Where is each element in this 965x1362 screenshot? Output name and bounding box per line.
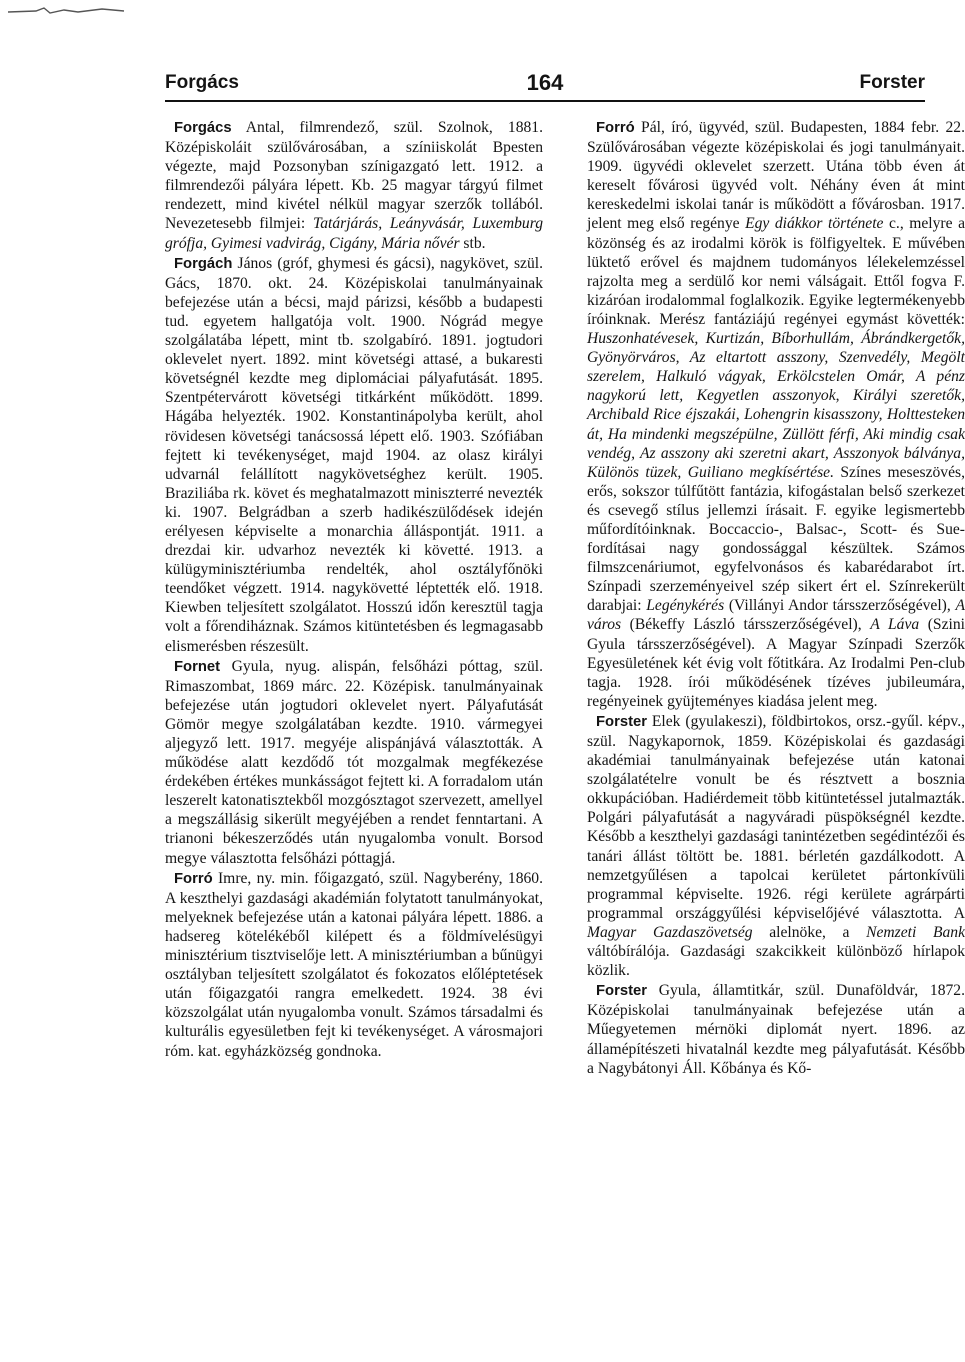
scan-artifact-mark [6,6,126,16]
entry-italic-title: A Láva [870,616,920,634]
entry-text: Pál, író, ügyvéd, szül. Budapesten, 1884 febr. 22. Szülővárosában végezte középiskolai és jogi tanulmányait. 1909. ügyvédi oklevelet szerzett. Utána több éven át kereselt fővárosi ügyvéd volt. Néhány éven át mint kereskedelmi iskolai tanár is működött a fővárosban. 1917. jelent meg első regénye [587,119,965,233]
entry-text: (Szini Gyula társszerzőségével). A Magyar Színpadi Szerzők Egyesületének két évig volt főtitkára. Az Irodalmi Pen-club tagja. 1928. írói működésének tízéves jubileumára, regényeinek gyüjteményes kiadása jelent meg. [587,616,965,710]
header-left-guideword: Forgács [165,72,239,93]
entry-italic-title: Magyar Gazdaszövetség [587,923,753,941]
entry-text: Gyula, államtitkár, szül. Dunaföldvár, 1872. Középiskolai tanulmányainak befejezése után a Műegyetemen mérnöki diplomát nyert. 1896. az államépítészeti hivatalnál kezdte meg pályafutását. Később a Nagybátonyi Áll. Kőbánya és Kő- [587,982,965,1077]
entry-headword: Forró [596,120,635,136]
dictionary-entry [165,657,543,868]
dictionary-entry [587,118,965,711]
right-column [587,118,965,1079]
dictionary-entry [165,869,543,1061]
entry-text: c., melyre a közönség és az irodalmi körök is fölfigyeltek. E művében lüktető erővel és majdnem tudományos lélekelemzéssel rajzolta meg a serdülő kor nemi válságait. Ettől fogva F. kizáróan irodalommal foglalkozik. Egyike legtermékenyebb íróinknak. Merész fantáziájú regényei egymást követték: [587,215,965,328]
entry-italic-title: Legénykérés [646,597,725,615]
entry-headword: Forster [596,983,647,1000]
entry-italic-title: A város [587,597,965,634]
entry-headword: Forró [174,870,213,887]
dictionary-entry [165,118,543,253]
dictionary-entry [587,981,965,1077]
entry-headword: Forgács [174,120,232,136]
left-column [165,118,543,1062]
entry-text: stb. [459,234,486,252]
entry-italic-title: Huszonhatévesek, Kurtizán, Bíborhullám, Ábrándkergetők, Gyönyörváros, Az eltartott asszony, Szenvedély, Megölt szerelem, Halkuló vágyak, Erkölcstelen Omár, A pénz nagykorú lett, Kegyetlen asszonyok, Királyi szeretők, Archibald Rice éjszakái, Lohengrin kisasszony, Holttesteken át, Ha mindenki megszépülne, Züllött férfi, Aki mindig csak vendég, Az asszony aki szeretni akart, Asszonyok bálványa, Különös tüzek, Guiliano megkísértése. [587,330,965,481]
entry-text: Antal, filmrendező, szül. Szolnok, 1881. Középiskoláit szülővárosában, a színiiskolát Bpesten végezte, majd Pozsonyban színigazgató lett. 1912. a filmrendezői pályára lépett. Kb. 25 magyar tárgyú filmet rendezett, mind kivétel nélkül magyar szerzők tollából. Nevezetesebb filmjei: [165,119,543,233]
dictionary-entry [165,254,543,656]
entry-italic-title: Egy diákkor története [745,215,884,233]
entry-headword: Fornet [174,658,221,675]
entry-text: Színes meseszövés, erős, sokszor túlfűtött fantázia, kifogástalan belső szerkezet és csevegő stílus jellemzi írásait. F. egyike legismertebb műfordítóinknak. Boccaccio-, Balsac-, Scott- és Sue-fordításai nagy gondossággal készültek. Számos filmszcenáriumot, egyfelvonásos és kabarédarabot írt. Színpadi szerzeményeivel szép sikert ért el. Színrekerült darabjai: [587,463,965,615]
entry-italic-title: Nemzeti Bank [866,923,965,941]
entry-text: Elek (gyulakeszi), földbirtokos, orsz.-gyűl. képv., szül. Nagykapornok, 1859. Középiskolai és gazdasági akadémiai tanulmányainak befejezése után katonai szolgálatételre vonult be és résztvett a bosznia okkupációban. Hadiérdemeit több kitüntetéssel jutalmazták. Polgári pályafutását a nagyváradi püspökségnél kezdte. Később a keszthelyi gazdasági tanintézetben segédintézői és tanári állást töltött be. 1881. bérletén gazdálkodott. A nemzetgyűlésen a tapolcai kerületet pártonkívüli programmal képviselte. 1926. régi kerülete agrárpárti programmal országgyűlési képviselőjévé választotta. A [587,712,965,922]
entry-text: Gyula, nyug. alispán, felsőházi póttag, szül. Rimaszombat, 1869 márc. 22. Középisk. tanulmányainak befejezése után jogtudori oklevelet nyert. Pályafutását Gömör megye szolgálatában kezdte. 1910. vármegyei aljegyző lett. 1917. megyéje alispánjává választották. A működése alatt kezdődő tót mozgalmak megfékezése érdekében értékes munkásságot fejtett ki. A forradalom után leszerelt katonatisztekből mozgósztagot szervezett, amellyel a megszállásig sikerült megyéjében a rendet fenntartani. A trianoni békeszerződés után nyugalomba vonult. Borsod megye választotta felsőházi póttagjá. [165,657,543,867]
header-right-guideword: Forster [859,72,925,93]
running-header [165,66,925,102]
entry-text: János (gróf, ghymesi és gácsi), nagykövet, szül. Gács, 1870. okt. 24. Középiskolai tanulmányainak befejezése után a bécsi, majd párizsi, később a budapesti tud. egyetem hallgatója volt. 1900. Nógrád megye szolgálatába lépett, mint tb. szolgabíró. 1891. jogtudori oklevelet nyert. 1892. mint követségi attasé, a bukaresti követségnél kezdte meg diplomáciai pályafutását. 1895. Szentpétervárott követségi titkárként működött. 1899. Hágába helyezték. 1902. Konstantinápolyba került, ahol rövidesen követségi tanácsossá lépett elő. 1903. Szófiában fejtett ki tevékenységet, majd 1904. az olasz királyi udvarnál felállított nagykövetséghez került. 1905. Braziliába rk. követ és meghatalmazott miniszterré nevezték ki. 1907. Belgrádban a szerb hadikészülődések idején erélyesen képviselte a monarchia álláspontját. 1911. a drezdai kir. udvarhoz nevezték ki követté. 1913. a külügyminisztériumba rendelték, ahol osztályfőnöki teendőket végzett. 1914. nagykövetté léptették elő. 1918. Kiewben teljesített szolgálatot. Hosszú időn keresztül tagja volt a főrendiháznak. Számos kitüntetésben és legmagasabb elismerésben részesült. [165,254,543,655]
entry-headword: Forgách [174,255,233,272]
entry-headword: Forster [596,713,647,730]
entry-text: alelnöke, a [752,923,867,941]
entry-italic-title: Tatárjárás, Leányvásár, Luxemburg grófja, Gyimesi vadvirág, Cigány, Mária nővér [165,215,543,252]
entry-text: (Békeffy László társszerzőségével), [621,616,871,634]
entry-text: Imre, ny. min. főigazgató, szül. Nagyberény, 1860. A keszthelyi gazdasági akadémián folytatott tanulmányokat, melyeknek befejezése után a katonai pályára lépett. 1886. a hadsereg kötelékéből kilépett és a földmívelésügyi minisztérium tisztviselője lett. A minisztériumban a bűnügyi osztályban teljesített szolgálatot és fokozatos előléptetések után főigazgatói rangra emelkedett. 1924. 38 évi közszolgálat után nyugalomba vonult. Számos társadalmi és kulturális egyesületben fejt ki tevékenységet. A városmajori róm. kat. egyházközség gondnoka. [165,869,543,1060]
entry-text: váltóbírálója. Gazdasági szakcikkeit különböző hírlapok közlik. [587,943,965,980]
entry-text: (Villányi Andor társszerzőségével), [724,597,956,615]
dictionary-entry [587,712,965,980]
page-number: 164 [526,70,564,95]
